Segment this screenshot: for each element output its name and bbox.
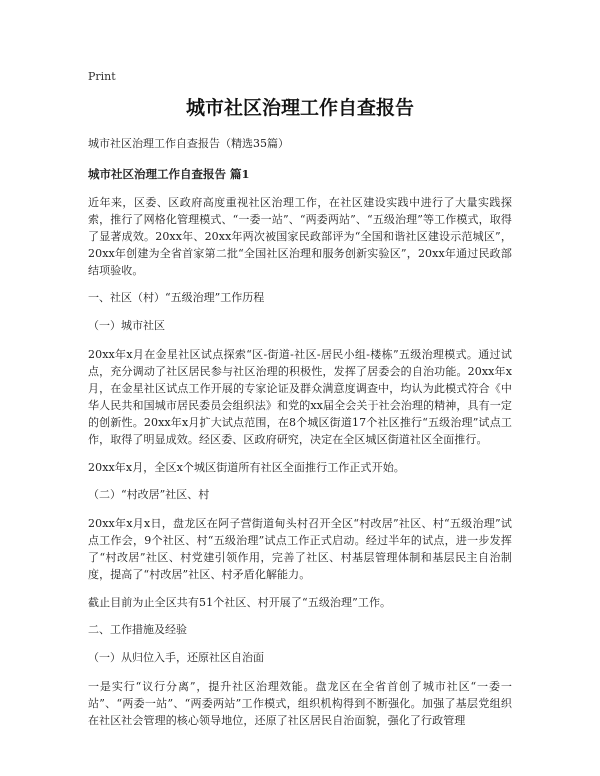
paragraph-measures-1: 一是实行“议行分离”，提升社区治理效能。盘龙区在全省首创了城市社区“一委一站”、“两委一站”、“两委两站”工作模式，组织机构得到不断强化。加强了基层党组织在社区社会管理的核心领导地位，还原了社区居民自治面貌，强化了行政管理: [88, 680, 512, 727]
subheading-village-communities: （二）“村改居”社区、村: [88, 488, 210, 501]
heading-measures: 二、工作措施及经验: [88, 623, 187, 636]
paragraph-urban-history: 20xx年x月在金星社区试点探索“区-街道-社区-居民小组-楼栋”五级治理模式。通过试点，充分调动了社区居民参与社区治理的积极性，发挥了居委会的自治功能。20xx年x月，在金星社区试点工作开展的专家论证及群众满意度调查中，均认为此模式符合《中华人民共和国城市居民委员会组织法》和党的xx届全会关于社会治理的精神，具有一定的创新性。20xx年x月扩大试点范围，在8个城区街道17个社区推行“五级治理”试点工作，取得了明显成效。经区委、区政府研究，决定在全区城区街道社区全面推行。: [88, 348, 512, 446]
document-subtitle: 城市社区治理工作自查报告（精选35篇）: [88, 137, 289, 150]
subheading-urban-communities: （一）城市社区: [88, 319, 165, 332]
section-title: 城市社区治理工作自查报告 篇1: [88, 167, 250, 181]
print-link[interactable]: Print: [88, 70, 116, 83]
paragraph-current-status: 截止目前为止全区共有51个社区、村开展了“五级治理”工作。: [88, 596, 392, 609]
document-title: 城市社区治理工作自查报告: [185, 97, 414, 119]
paragraph-urban-rollout: 20xx年x月，全区x个城区街道所有社区全面推行工作正式开始。: [88, 461, 405, 474]
paragraph-intro: 近年来，区委、区政府高度重视社区治理工作，在社区建设实践中进行了大量实践探索，推行了网格化管理模式、“一委一站”、“两委两站”、“五级治理”等工作模式，取得了显著成效。20xx年、20xx年两次被国家民政部评为“全国和谐社区建设示范城区”，20xx年创建为全省首家第二批“全国社区治理和服务创新实验区”，20xx年通过民政部结项验收。: [88, 196, 512, 277]
heading-level-1: 一、社区（村）“五级治理”工作历程: [88, 291, 265, 304]
paragraph-village-pilot: 20xx年x月x日，盘龙区在阿子营街道甸头村召开全区“村改居”社区、村“五级治理”试点工作会，9个社区、村“五级治理”试点工作正式启动。经过半年的试点，进一步发挥了“村改居”社区、村党建引领作用，完善了社区、村基层管理体制和基层民主自治制度，提高了“村改居”社区、村矛盾化解能力。: [88, 517, 512, 581]
subheading-autonomy: （一）从归位入手，还原社区自治面: [88, 651, 264, 664]
